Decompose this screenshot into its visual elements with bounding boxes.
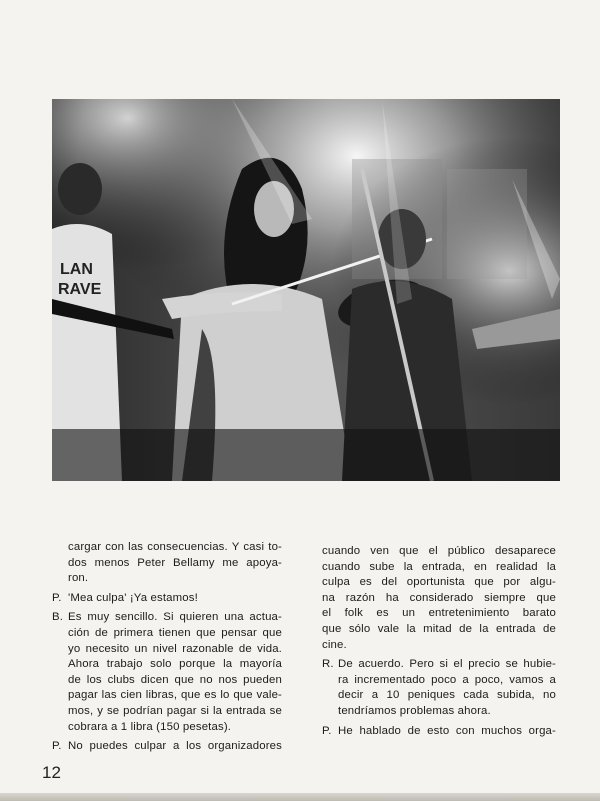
text-line: culpa es del oportunista que por algu-	[322, 576, 556, 589]
text-line: yo necesito un nivel razonable de vida.	[68, 642, 282, 655]
speaker-label: B.	[52, 611, 64, 624]
text-line: cine.	[322, 638, 347, 651]
text-line: dos menos Peter Bellamy me apoya-	[68, 556, 282, 569]
text-line: que sólo vale la mitad de la entrada de	[322, 622, 556, 635]
paragraph-text	[68, 540, 282, 587]
text-line: Ahora trabajo solo porque la mayoría	[68, 658, 282, 671]
paragraph	[52, 540, 282, 587]
text-line: ra incrementado poco a poco, vamos a	[338, 673, 556, 686]
paragraph-text	[68, 739, 282, 755]
paragraph-text	[68, 591, 282, 607]
text-line: cuando ven que el público desaparece	[322, 545, 556, 557]
text-line: cargar con las consecuencias. Y casi to-	[68, 541, 282, 553]
text-line: He hablado de esto con muchos orga-	[338, 724, 556, 737]
text-line: 'Mea culpa' ¡Ya estamos!	[68, 591, 198, 604]
paragraph	[322, 544, 556, 653]
page-edge	[0, 793, 600, 801]
paragraph-text	[338, 657, 556, 719]
speaker-label: R.	[322, 658, 334, 671]
speaker-label: P.	[322, 724, 332, 737]
text-line: tendríamos problemas ahora.	[338, 704, 491, 717]
left-text-column	[52, 540, 282, 759]
text-line: No puedes culpar a los organizadores	[68, 740, 282, 753]
text-line: De acuerdo. Pero si el precio se hubie-	[338, 658, 556, 671]
paragraph	[52, 610, 282, 735]
speaker-label: P.	[52, 740, 62, 753]
paragraph-text	[68, 610, 282, 735]
paragraph	[322, 657, 556, 719]
speaker-label: P.	[52, 591, 62, 604]
text-line: cuando sube la entrada, en realidad la	[322, 560, 556, 573]
paragraph-text	[322, 544, 556, 653]
text-line: Es muy sencillo. Si quieren una actua-	[68, 611, 282, 624]
text-line: ron.	[68, 572, 89, 585]
text-line: el folk es un entretenimiento barato	[322, 607, 556, 620]
page-number: 12	[42, 763, 61, 782]
paragraph	[322, 724, 556, 740]
text-line: pagar las cien libras, que es lo que vale-	[68, 689, 282, 702]
shirt-text-1: LAN	[60, 261, 93, 278]
concert-photo	[52, 99, 560, 481]
text-line: ción de primera tienen que pensar que	[68, 626, 282, 639]
paragraph-text	[338, 724, 556, 740]
right-text-column	[322, 544, 556, 743]
paragraph	[52, 739, 282, 755]
concert-photo-violinist-icon	[52, 99, 560, 481]
text-line: mos, y se podrían pagar si la entrada se	[68, 704, 282, 717]
text-line: de los clubs dicen que no nos pueden	[68, 673, 282, 686]
text-line: cobrara a 1 libra (150 pesetas).	[68, 720, 232, 733]
text-line: na razón ha considerado siempre que	[322, 591, 556, 604]
paragraph	[52, 591, 282, 607]
shirt-text-2: RAVE	[58, 281, 102, 298]
text-line: decir a 10 peniques cada subida, no	[338, 689, 556, 702]
